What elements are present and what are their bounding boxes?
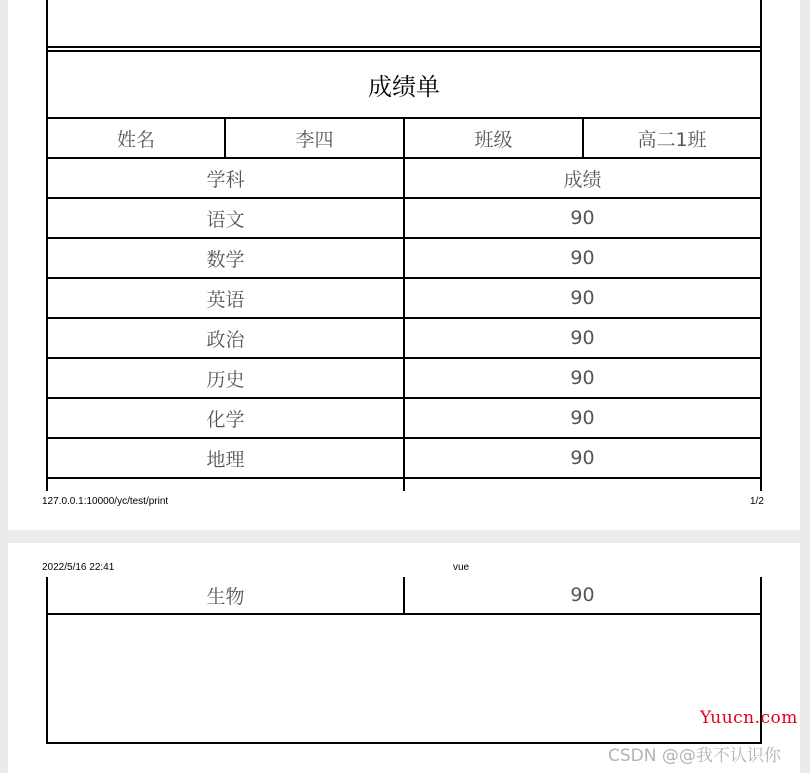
score-cell: 90: [403, 437, 762, 479]
subject-header: 学科: [46, 157, 405, 199]
score-cell: 90: [403, 237, 762, 279]
score-cell: 90: [403, 357, 762, 399]
score-header: 成绩: [403, 157, 762, 199]
print-page-1: [8, 0, 800, 530]
print-header-datetime: 2022/5/16 22:41: [42, 562, 115, 573]
score-cell: 90: [403, 397, 762, 439]
site-watermark: Yuucn.com: [700, 708, 798, 728]
subject-cell: 地理: [46, 437, 405, 479]
empty-footer-box: [46, 613, 762, 744]
subject-cell: 化学: [46, 397, 405, 439]
score-cell: 90: [403, 317, 762, 359]
table-border: [760, 477, 762, 491]
name-value: 李四: [224, 117, 405, 159]
subject-cell: 语文: [46, 197, 405, 239]
subject-cell: 英语: [46, 277, 405, 319]
print-page-number: 1/2: [750, 496, 764, 507]
class-value: 高二1班: [582, 117, 762, 159]
print-footer-url: 127.0.0.1:10000/yc/test/print: [42, 496, 169, 507]
print-header-title: vue: [453, 562, 470, 573]
table-border: [403, 477, 405, 491]
csdn-watermark: CSDN @@我不认识你: [608, 746, 781, 766]
table-border: [46, 0, 48, 50]
report-title: 成绩单: [46, 50, 762, 119]
subject-cell: 政治: [46, 317, 405, 359]
score-cell: 90: [403, 577, 762, 615]
table-border: [760, 0, 762, 50]
subject-cell: 历史: [46, 357, 405, 399]
subject-cell: 生物: [46, 577, 405, 615]
table-border: [46, 477, 48, 491]
print-page-2: [8, 543, 800, 773]
class-label: 班级: [403, 117, 584, 159]
score-cell: 90: [403, 277, 762, 319]
table-border: [46, 46, 762, 48]
name-label: 姓名: [46, 117, 226, 159]
score-cell: 90: [403, 197, 762, 239]
subject-cell: 数学: [46, 237, 405, 279]
